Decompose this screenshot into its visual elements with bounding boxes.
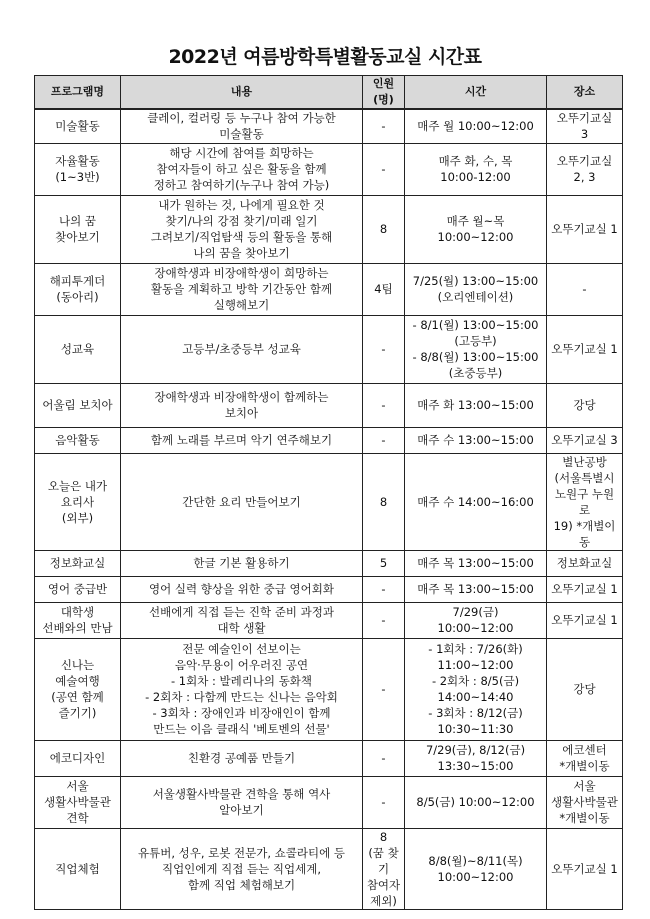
program-time: 매주 월~목 10:00~12:00 xyxy=(405,195,547,263)
program-people: - xyxy=(363,776,405,828)
page-title: 2022년 여름방학특별활동교실 시간표 xyxy=(168,46,482,68)
table-row xyxy=(35,109,623,143)
table-row xyxy=(35,550,623,576)
program-people: 8 (꿈 찾기 참여자 제외) xyxy=(363,828,405,909)
header-time: 시간 xyxy=(405,76,547,110)
program-name: 직업체험 xyxy=(35,828,121,909)
program-place: 강당 xyxy=(547,383,623,427)
program-name: 오늘은 내가 요리사 (외부) xyxy=(35,453,121,550)
table-row xyxy=(35,638,623,740)
program-content: 간단한 요리 만들어보기 xyxy=(121,453,363,550)
program-content: 클레이, 컬러링 등 누구나 참여 가능한 미술활동 xyxy=(121,109,363,143)
program-place: 서울 생활사박물관 *개별이동 xyxy=(547,776,623,828)
program-place: - xyxy=(547,263,623,315)
table-row xyxy=(35,602,623,638)
table-row xyxy=(35,195,623,263)
program-people: - xyxy=(363,740,405,776)
program-name: 정보화교실 xyxy=(35,550,121,576)
program-content: 선배에게 직접 듣는 진학 준비 과정과 대학 생활 xyxy=(121,602,363,638)
program-people: 8 xyxy=(363,453,405,550)
program-place: 오뚜기교실 1 xyxy=(547,828,623,909)
table-row xyxy=(35,383,623,427)
program-place: 강당 xyxy=(547,638,623,740)
schedule-table xyxy=(34,75,623,910)
table-header-row xyxy=(35,76,623,110)
program-time: 7/29(금), 8/12(금) 13:30~15:00 xyxy=(405,740,547,776)
program-name: 영어 중급반 xyxy=(35,576,121,602)
header-program: 프로그램명 xyxy=(35,76,121,110)
program-content: 내가 원하는 것, 나에게 필요한 것 찾기/나의 강점 찾기/미래 일기 그려보기/직업탐색 등의 활동을 통해 나의 꿈을 찾아보기 xyxy=(121,195,363,263)
program-name: 자율활동 (1~3반) xyxy=(35,143,121,195)
table-row xyxy=(35,776,623,828)
program-name: 서울 생활사박물관 견학 xyxy=(35,776,121,828)
program-time: 매주 화 13:00~15:00 xyxy=(405,383,547,427)
program-name: 에코디자인 xyxy=(35,740,121,776)
program-content: 장애학생과 비장애학생이 함께하는 보치아 xyxy=(121,383,363,427)
program-time: - 1회차 : 7/26(화) 11:00~12:00 - 2회차 : 8/5(금) 14:00~14:40 - 3회차 : 8/12(금) 10:30~11:30 xyxy=(405,638,547,740)
program-time: 매주 수 13:00~15:00 xyxy=(405,427,547,453)
program-place: 오뚜기교실 1 xyxy=(547,195,623,263)
program-people: - xyxy=(363,383,405,427)
program-content: 해당 시간에 참여를 희망하는 참여자들이 하고 싶은 활동을 함께 정하고 참여하기(누구나 참여 가능) xyxy=(121,143,363,195)
program-people: - xyxy=(363,109,405,143)
table-row xyxy=(35,427,623,453)
program-content: 한글 기본 활용하기 xyxy=(121,550,363,576)
program-people: - xyxy=(363,576,405,602)
program-time: 매주 월 10:00~12:00 xyxy=(405,109,547,143)
table-row xyxy=(35,143,623,195)
program-place: 오뚜기교실 1 xyxy=(547,576,623,602)
table-row xyxy=(35,828,623,909)
header-place: 장소 xyxy=(547,76,623,110)
program-place: 정보화교실 xyxy=(547,550,623,576)
program-content: 유튜버, 성우, 로봇 전문가, 쇼콜라티에 등 직업인에게 직접 듣는 직업세계, 함께 직업 체험해보기 xyxy=(121,828,363,909)
program-time: 매주 화, 수, 목 10:00-12:00 xyxy=(405,143,547,195)
program-people: 8 xyxy=(363,195,405,263)
program-name: 신나는 예술여행 (공연 함께 즐기기) xyxy=(35,638,121,740)
header-people: 인원(명) xyxy=(363,76,405,110)
program-time: 매주 목 13:00~15:00 xyxy=(405,550,547,576)
program-people: - xyxy=(363,427,405,453)
program-people: - xyxy=(363,315,405,383)
program-place: 오뚜기교실 2, 3 xyxy=(547,143,623,195)
program-time: 매주 수 14:00~16:00 xyxy=(405,453,547,550)
table-row xyxy=(35,576,623,602)
program-people: - xyxy=(363,143,405,195)
program-content: 영어 실력 향상을 위한 중급 영어회화 xyxy=(121,576,363,602)
program-place: 오뚜기교실 1 xyxy=(547,315,623,383)
program-name: 해피투게더 (동아리) xyxy=(35,263,121,315)
program-content: 서울생활사박물관 견학을 통해 역사 알아보기 xyxy=(121,776,363,828)
program-name: 대학생 선배와의 만남 xyxy=(35,602,121,638)
program-people: - xyxy=(363,602,405,638)
program-time: 7/29(금) 10:00~12:00 xyxy=(405,602,547,638)
program-name: 나의 꿈 찾아보기 xyxy=(35,195,121,263)
program-name: 어울림 보치아 xyxy=(35,383,121,427)
program-people: 5 xyxy=(363,550,405,576)
program-content: 전문 예술인이 선보이는 음악·무용이 어우러진 공연 - 1회차 : 발레리나의 동화책 - 2회차 : 다함께 만드는 신나는 음악회 - 3회차 : 장애인과 비장애인이 함께 만드는 이음 클래식 '베토벤의 선물' xyxy=(121,638,363,740)
program-place: 별난공방 (서울특별시 노원구 누원로 19) *개별이동 xyxy=(547,453,623,550)
program-name: 성교육 xyxy=(35,315,121,383)
program-time: 8/5(금) 10:00~12:00 xyxy=(405,776,547,828)
program-people: - xyxy=(363,638,405,740)
program-time: 8/8(월)~8/11(목) 10:00~12:00 xyxy=(405,828,547,909)
program-people: 4팀 xyxy=(363,263,405,315)
program-content: 고등부/초중등부 성교육 xyxy=(121,315,363,383)
program-time: 7/25(월) 13:00~15:00 (오리엔테이션) xyxy=(405,263,547,315)
table-row xyxy=(35,453,623,550)
table-row xyxy=(35,315,623,383)
program-place: 오뚜기교실 3 xyxy=(547,109,623,143)
program-content: 함께 노래를 부르며 악기 연주해보기 xyxy=(121,427,363,453)
table-row xyxy=(35,740,623,776)
program-name: 미술활동 xyxy=(35,109,121,143)
program-time: - 8/1(월) 13:00~15:00 (고등부) - 8/8(월) 13:00~15:00 (초중등부) xyxy=(405,315,547,383)
program-place: 에코센터 *개별이동 xyxy=(547,740,623,776)
program-content: 친환경 공예품 만들기 xyxy=(121,740,363,776)
program-place: 오뚜기교실 1 xyxy=(547,602,623,638)
header-content: 내용 xyxy=(121,76,363,110)
program-place: 오뚜기교실 3 xyxy=(547,427,623,453)
program-content: 장애학생과 비장애학생이 희망하는 활동을 계획하고 방학 기간동안 함께 실행해보기 xyxy=(121,263,363,315)
table-row xyxy=(35,263,623,315)
program-name: 음악활동 xyxy=(35,427,121,453)
program-time: 매주 목 13:00~15:00 xyxy=(405,576,547,602)
